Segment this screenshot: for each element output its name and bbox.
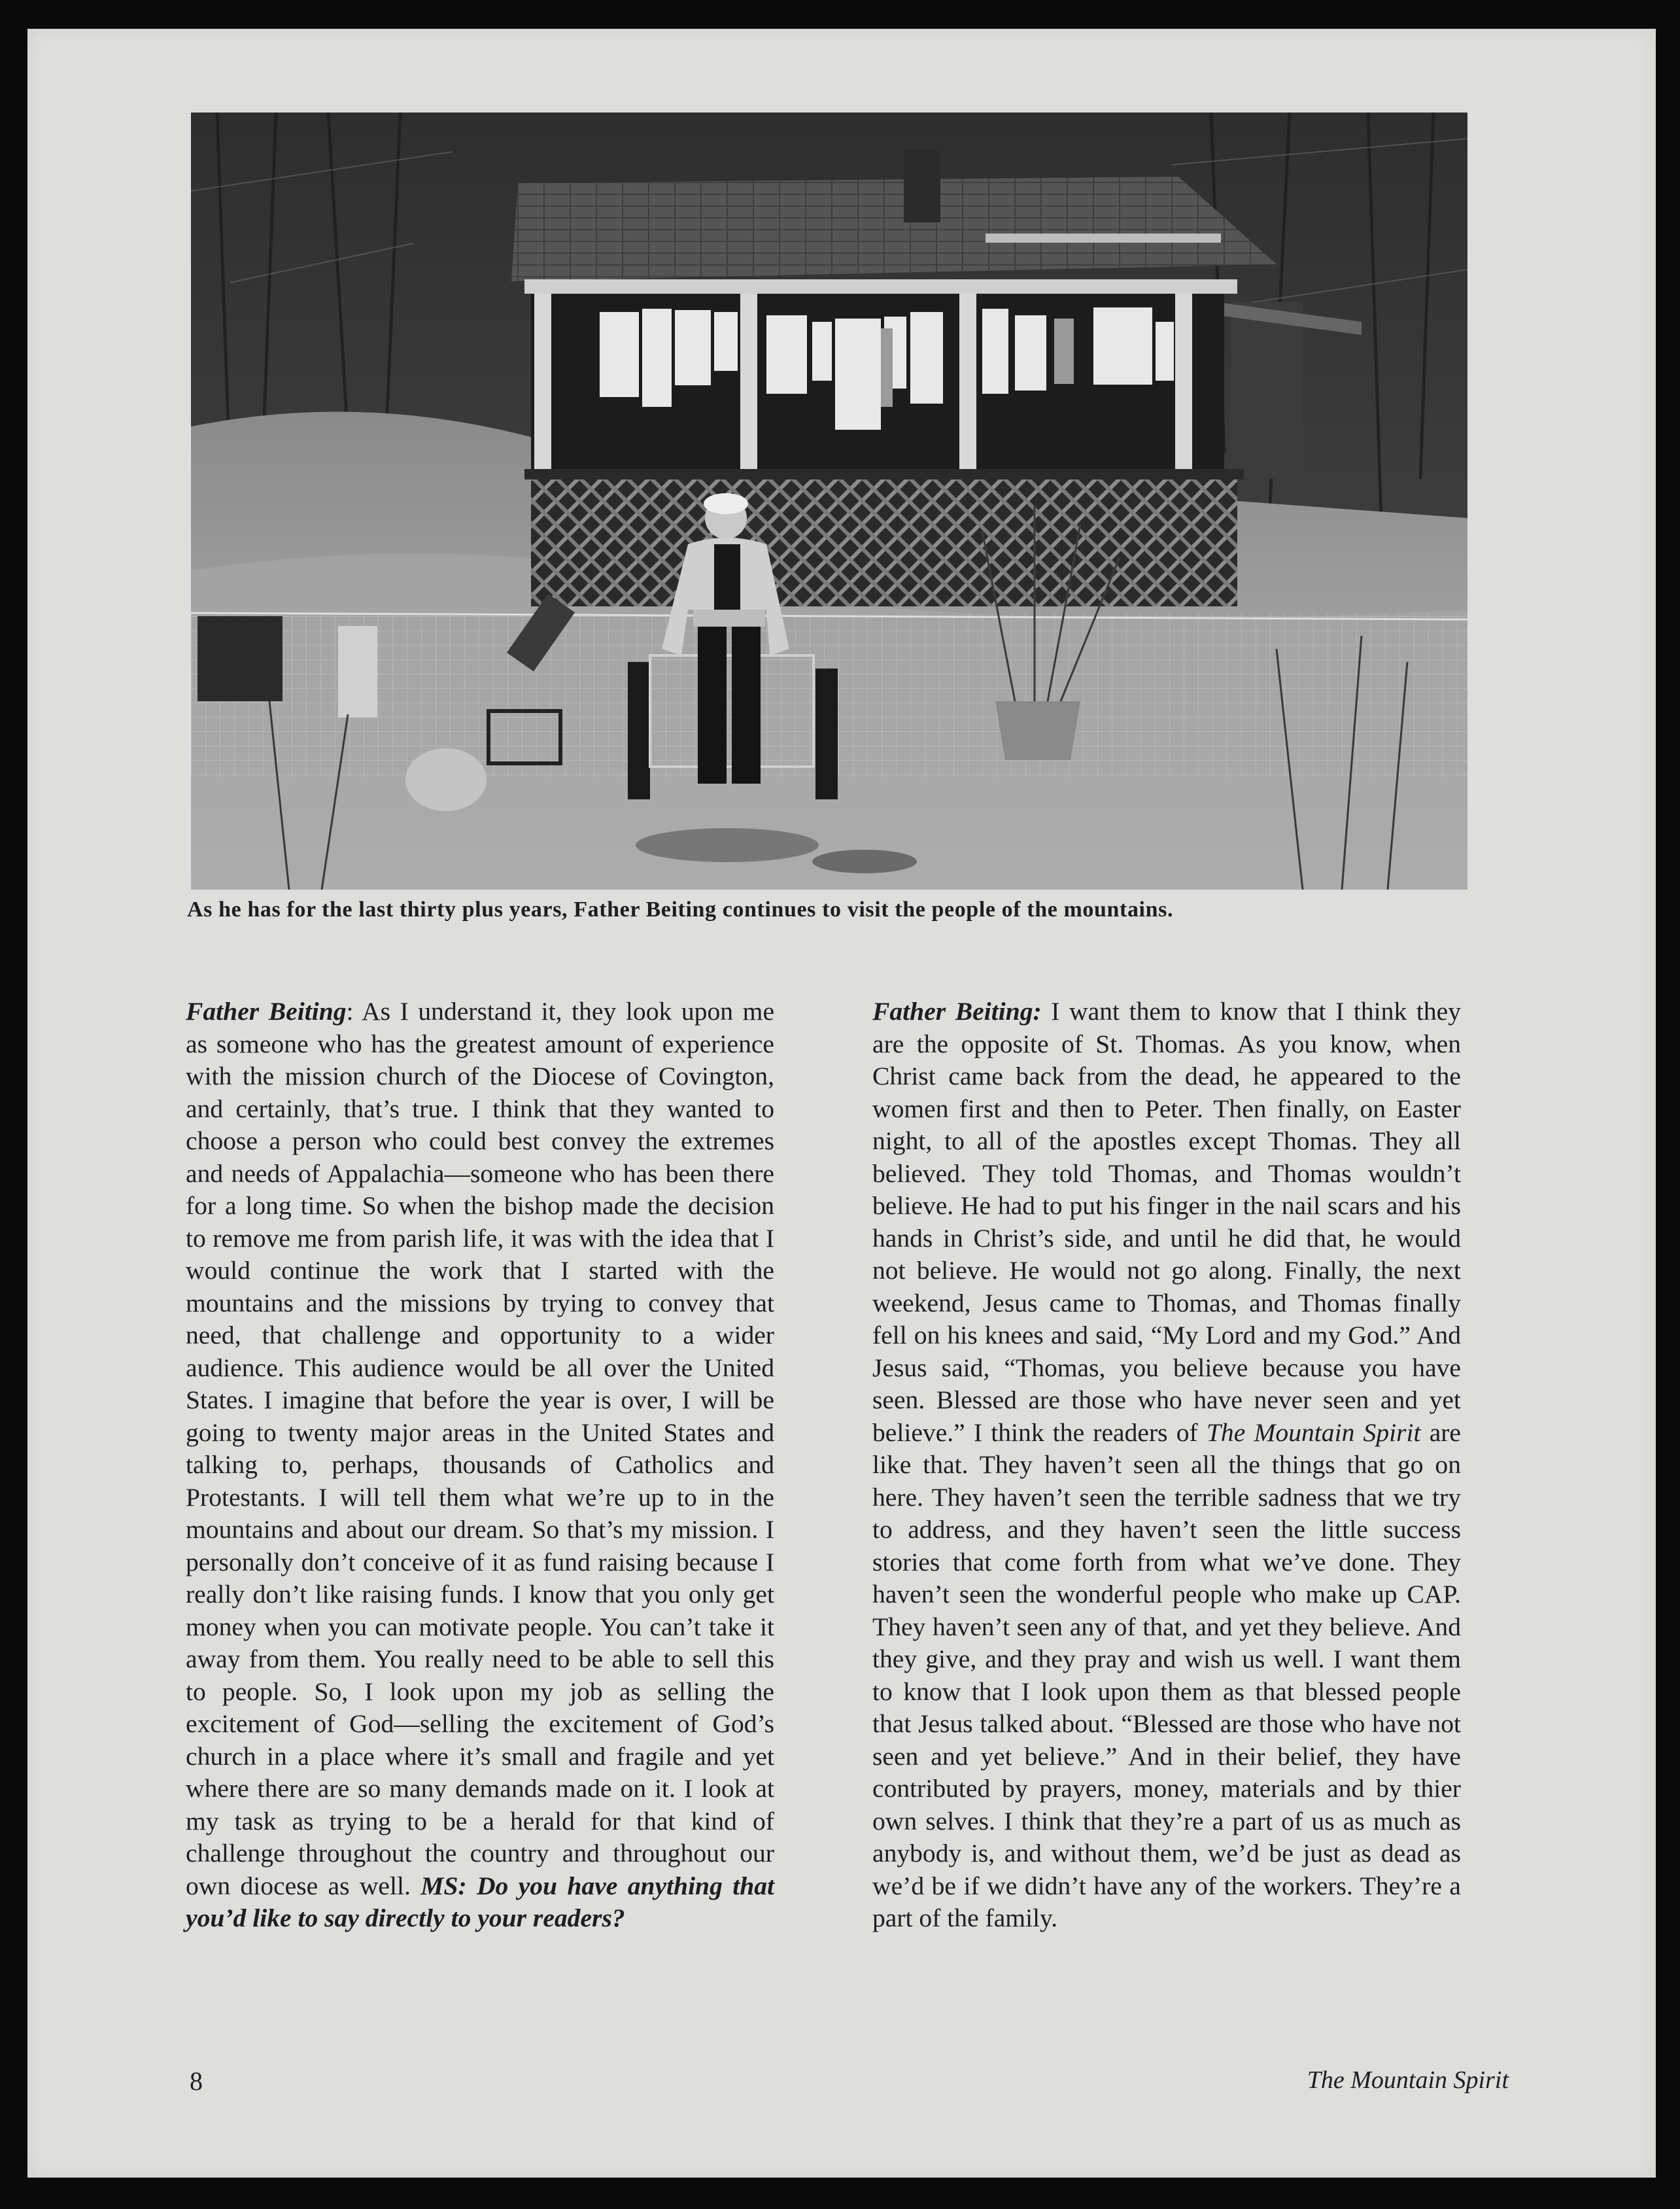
- interview-question: MS: Do you have anything that you’d like to say directly to your readers?: [186, 1871, 774, 1932]
- magazine-title-inline: The Mountain Spirit: [1206, 1418, 1421, 1447]
- photo-caption: As he has for the last thirty plus years, Father Beiting continues to visit the people of the mountains.: [187, 897, 1174, 922]
- left-column: [186, 996, 774, 1935]
- photo-house-priest: [191, 113, 1467, 890]
- publication-title: The Mountain Spirit: [1307, 2066, 1509, 2094]
- speaker-name: Father Beiting:: [872, 997, 1042, 1026]
- speaker-name: Father Beiting: [186, 997, 347, 1026]
- answer-text-before: I want them to know that I think they are the opposite of St. Thomas. As you know, when Christ came back from the dead, he appeared to the women first and then to Peter. Then finally, on Easter night, to all of the apostles except Thomas. They all believed. They told Thomas, and Thomas wouldn’t believe. He had to put his finger in the nail scars and his hands in Christ’s side, and until he did that, he would not believe. He would not go along. Finally, the next weekend, Jesus came to Thomas, and Thomas finally fell on his knees and said, “My Lord and my God.” And Jesus said, “Thomas, you believe because you have seen. Blessed are those who have never seen and yet believe.” I think the readers of: [872, 997, 1461, 1447]
- answer-text-after: are like that. They haven’t seen all the things that go on here. They haven’t seen the terrible sadness that we try to address, and they haven’t seen the little success stories that come forth from what we’ve done. They haven’t seen the wonderful people who make up CAP. They haven’t seen any of that, and yet they believe. And they give, and they pray and wish us well. I want them to know that I look upon them as that blessed people that Jesus talked about. “Blessed are those who have not seen and yet believe.” And in their belief, they have contributed by prayers, money, materials and by thier own selves. I think that they’re a part of us as much as anybody is, and without them, we’d be just as dead as we’d be if we didn’t have any of the workers. They’re a part of the family.: [872, 1418, 1462, 1932]
- page-number: 8: [190, 2066, 203, 2096]
- speaker-punct: :: [346, 997, 354, 1026]
- answer-text: As I understand it, they look upon me as someone who has the greatest amount of experience with the mission church of the Diocese of Covington, and certainly, that’s true. I think that they wanted to choose a person who could best convey the extremes and needs of Appalachia—someone who has been there for a long time. So when the bishop made the decision to remove me from parish life, it was with the idea that I would continue the work that I started with the mountains and the missions by trying to convey that need, that challenge and opportunity to a wider audience. This audience would be all over the United States. I imagine that before the year is over, I will be going to twenty major areas in the United States and talking to, perhaps, thousands of Catholics and Protestants. I will tell them what we’re up to in the mountains and about our dream. So that’s my mission. I personally don’t conceive of it as fund raising because I really don’t like raising funds. I know that you only get money when you can motivate people. You can’t take it away from them. You really need to be able to sell this to people. So, I look upon my job as selling the excitement of God—selling the excitement of God’s church in a place where it’s small and fragile and yet where there are so many demands made on it. I look at my task as trying to be a herald for that kind of challenge throughout the country and throughout our own diocese as well.: [186, 997, 775, 1900]
- right-column: [872, 996, 1461, 1935]
